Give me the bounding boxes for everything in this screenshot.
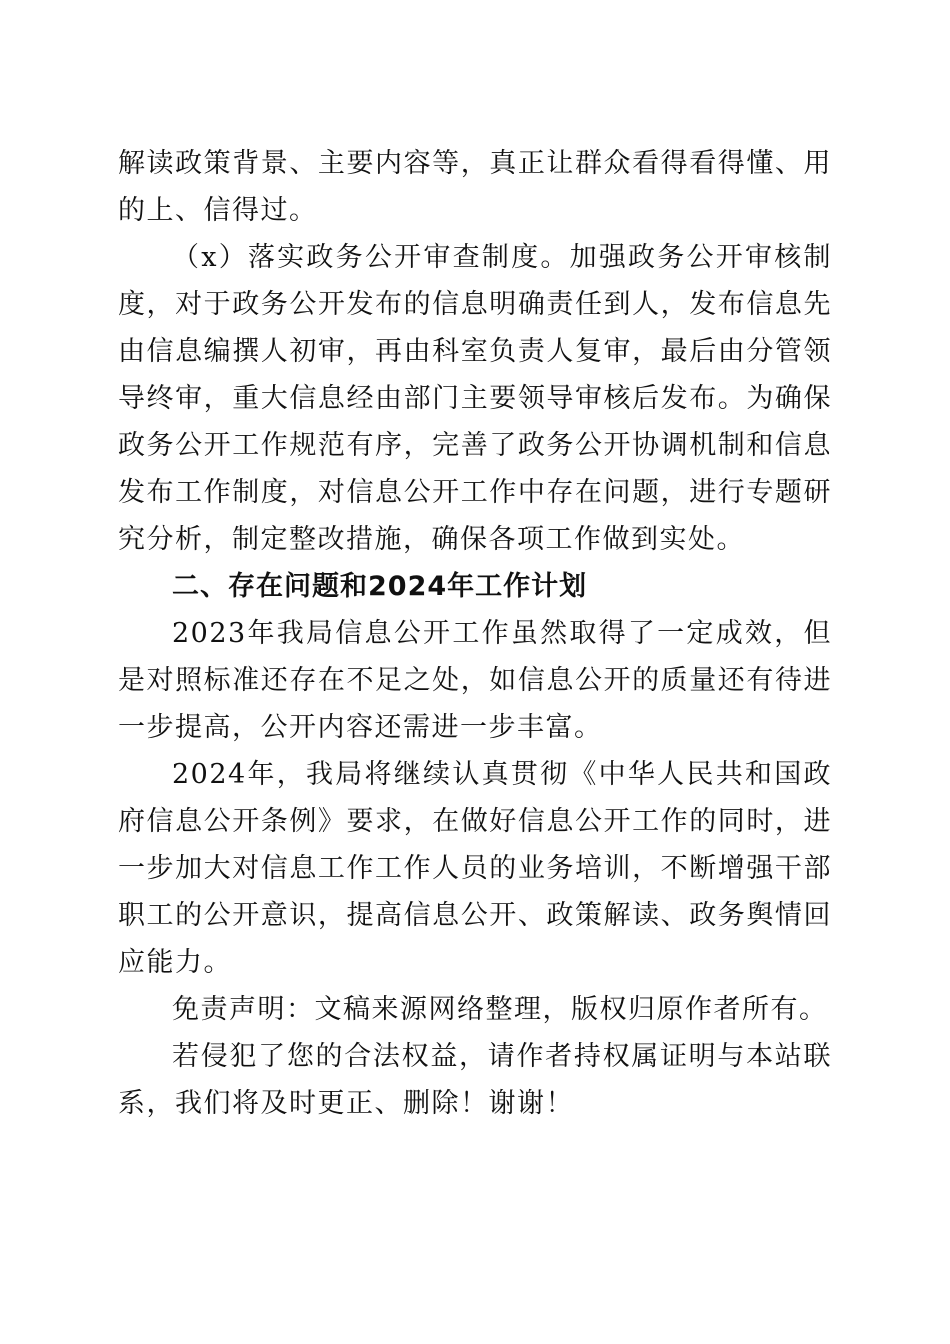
- paragraph-plan-2024: 2024年，我局将继续认真贯彻《中华人民共和国政府信息公开条例》要求，在做好信息公开工作的同时，进一步加大对信息工作工作人员的业务培训，不断增强干部职工的公开意识，提高信息公开、政策解读、政务舆情回应能力。: [118, 759, 832, 978]
- section-heading: 二、存在问题和2024年工作计划: [172, 571, 588, 602]
- paragraph-review-system: （x）落实政务公开审查制度。加强政务公开审核制度，对于政务公开发布的信息明确责任到人，发布信息先由信息编撰人初审，再由科室负责人复审，最后由分管领导终审，重大信息经由部门主要领导审核后发布。为确保政务公开工作规范有序，完善了政务公开协调机制和信息发布工作制度，对信息公开工作中存在问题，进行专题研究分析，制定整改措施，确保各项工作做到实处。: [118, 242, 832, 555]
- paragraph-continuation: 解读政策背景、主要内容等，真正让群众看得看得懂、用的上、信得过。: [118, 148, 832, 226]
- paragraph-contact-notice: 若侵犯了您的合法权益，请作者持权属证明与本站联系，我们将及时更正、删除！谢谢！: [118, 1041, 832, 1119]
- paragraph-problems: 2023年我局信息公开工作虽然取得了一定成效，但是对照标准还存在不足之处，如信息公开的质量还有待进一步提高，公开内容还需进一步丰富。: [118, 618, 832, 743]
- paragraph-disclaimer: 免责声明：文稿来源网络整理，版权归原作者所有。: [172, 994, 828, 1025]
- document-body: [118, 140, 832, 1127]
